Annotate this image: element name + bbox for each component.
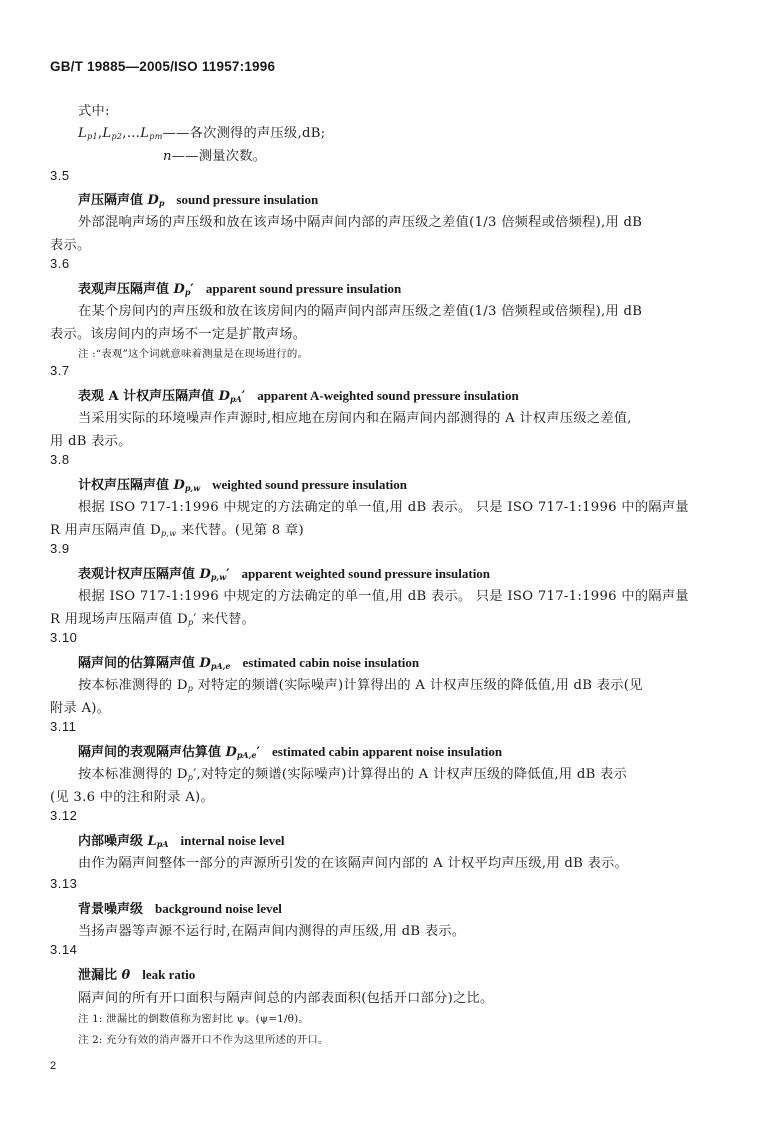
definition-line: 根据 ISO 717-1:1996 中规定的方法确定的单一值,用 dB 表示。 只是 ISO 717-1:1996 中的隔声量 <box>78 589 689 604</box>
formula-n-legend: n——测量次数。 <box>163 149 267 164</box>
note: 注 :“表观”这个词就意味着测量是在现场进行的。 <box>78 348 309 360</box>
definition-line: 由作为隔声间整体一部分的声源所引发的在该隔声间内部的 A 计权平均声压级,用 dB 表示。 <box>78 856 629 871</box>
section-number: 3.12 <box>50 808 78 823</box>
definition-line: 表示。 <box>50 238 91 253</box>
definition-line: 附录 A)。 <box>50 701 111 716</box>
definition-line: 在某个房间内的声压级和放在该房间内的隔声间内部声压级之差值(1/3 倍频程或倍频程),用 dB <box>78 304 643 319</box>
term-heading: 声压隔声值 $D_p$ sound pressure insulation <box>78 192 319 208</box>
section-number: 3.5 <box>50 168 70 183</box>
section-number: 3.11 <box>50 719 77 734</box>
section-number: 3.7 <box>50 363 70 378</box>
definition-line: 用 dB 表示。 <box>50 434 132 449</box>
term-heading: 表观 A 计权声压隔声值 $D_{pA}'$ apparent A-weighted sound pressure insulation <box>78 388 519 404</box>
definition-line: R 用声压隔声值 $D_{p,w}$ 来代替。(见第 8 章) <box>50 523 304 538</box>
term-heading: 内部噪声级 $L_{pA}$ internal noise level <box>78 833 285 849</box>
definition-line: (见 3.6 中的注和附录 A)。 <box>50 790 214 805</box>
section-number: 3.6 <box>50 256 70 271</box>
definition-line: 按本标准测得的 $D_p'$,对特定的频谱(实际噪声)计算得出的 A 计权声压级的降低值,用 dB 表示 <box>78 767 628 782</box>
term-heading: 泄漏比 θ leak ratio <box>78 967 196 983</box>
term-heading: 隔声间的估算隔声值 $D_{pA,e}$ estimated cabin noise insulation <box>78 655 420 671</box>
section-number: 3.10 <box>50 630 78 645</box>
section-number: 3.13 <box>50 876 78 891</box>
definition-line: 当采用实际的环境噪声作声源时,相应地在房间内和在隔声间内部测得的 A 计权声压级之差值, <box>78 411 632 426</box>
definition-line: 当扬声器等声源不运行时,在隔声间内测得的声压级,用 dB 表示。 <box>78 924 466 939</box>
definition-line: 按本标准测得的 $D_p$ 对特定的频谱(实际噪声)计算得出的 A 计权声压级的降低值,用 dB 表示(见 <box>78 678 643 693</box>
section-number: 3.8 <box>50 452 70 467</box>
definition-line: 外部混响声场的声压级和放在该声场中隔声间内部的声压级之差值(1/3 倍频程或倍频程),用 dB <box>78 215 643 230</box>
definition-line: 隔声间的所有开口面积与隔声间总的内部表面积(包括开口部分)之比。 <box>78 991 494 1006</box>
standard-number-header: GB/T 19885—2005/ISO 11957:1996 <box>50 59 276 74</box>
definition-line: 根据 ISO 717-1:1996 中规定的方法确定的单一值,用 dB 表示。 只是 ISO 717-1:1996 中的隔声量 <box>78 500 689 515</box>
term-heading: 计权声压隔声值 $D_{p,w}$ weighted sound pressure insulation <box>78 477 408 493</box>
definition-line: 表示。该房间内的声场不一定是扩散声场。 <box>50 327 307 342</box>
section-number: 3.14 <box>50 942 78 957</box>
section-number: 3.9 <box>50 541 70 556</box>
term-heading: 表观声压隔声值 $D_p'$ apparent sound pressure insulation <box>78 281 402 297</box>
note: 注 1: 泄漏比的倒数值称为密封比 ψ。(ψ=1/θ)。 <box>78 1013 309 1025</box>
term-heading: 表观计权声压隔声值 $D_{p,w}'$ apparent weighted sound pressure insulation <box>78 566 491 582</box>
page-number: 2 <box>50 1060 57 1072</box>
note: 注 2: 充分有效的消声器开口不作为这里所述的开口。 <box>78 1034 329 1046</box>
definition-line: R 用现场声压隔声值 $D_p'$ 来代替。 <box>50 612 256 627</box>
term-heading: 隔声间的表观隔声估算值 $D_{pA,e}'$ estimated cabin apparent noise insulation <box>78 744 503 760</box>
term-heading: 背景噪声级 background noise level <box>78 901 282 917</box>
formula-intro: 式中: <box>78 104 110 119</box>
formula-lp-legend: $L_{p1},L_{p2},\dots L_{pm}——$各次测得的声压级,dB; <box>78 126 326 141</box>
